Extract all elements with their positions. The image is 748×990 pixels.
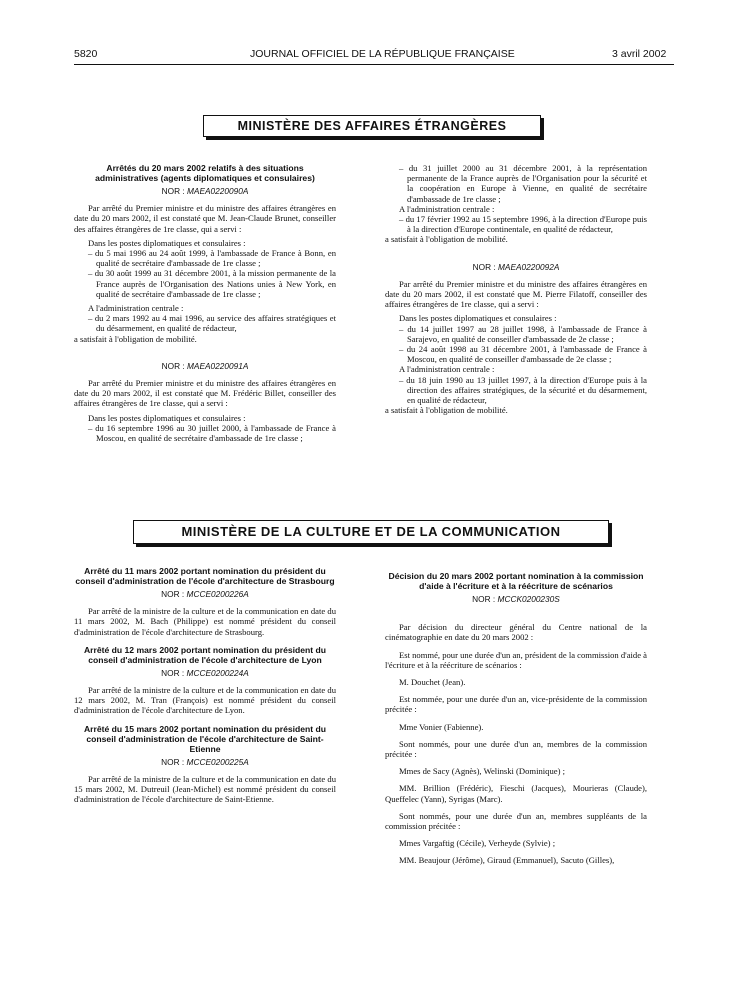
nor-reference: NOR : MAEA0220091A xyxy=(161,360,249,371)
nor-reference: NOR : MAEA0220090A xyxy=(161,186,249,196)
paragraph: Par arrêté du Premier ministre et du ministre des affaires étrangères en date du 20 mars 2002, il est constaté que M. Pierre Filatoff, conseiller des affaires étrangères de 1re classe, qui a servi : xyxy=(385,278,647,310)
paragraph: Mme Vonier (Fabienne). xyxy=(399,721,484,732)
list-item: – du 30 août 1999 au 31 décembre 2001, à la mission permanente de la France auprès de l'Organisation des Nations unies à New York, en qualité de secrétaire d'ambassade de 1re classe ; xyxy=(88,268,336,299)
paragraph: Mmes Vargaftig (Cécile), Verheyde (Sylvie) ; xyxy=(399,838,556,849)
ministry-heading-affaires-etrangeres: MINISTÈRE DES AFFAIRES ÉTRANGÈRES xyxy=(203,115,541,137)
page-number: 5820 xyxy=(74,48,98,60)
nor-reference: NOR : MAEA0220092A xyxy=(472,261,560,272)
section1-right-column xyxy=(385,163,647,419)
paragraph: Sont nommés, pour une durée d'un an, membres suppléants de la commission précitée : xyxy=(385,810,647,832)
list-item: – du 31 juillet 2000 au 31 décembre 2001, à la représentation permanente de la France auprès de l'Organisation pour la sécurité et la coopération en Europe à Vienne, en qualité de secrétaire d'ambassade de 1re classe ; xyxy=(399,163,647,204)
decree-title: Arrêté du 11 mars 2002 portant nomination du président du conseil d'administration de l'école d'architecture de Strasbourg xyxy=(75,566,335,586)
header-rule xyxy=(74,64,674,65)
ministry-heading-culture: MINISTÈRE DE LA CULTURE ET DE LA COMMUNICATION xyxy=(133,520,609,544)
nor-reference: NOR : MCCK0200230S xyxy=(472,594,560,604)
paragraph: MM. Brillion (Frédéric), Fieschi (Jacques), Mourieras (Claude), Queffelec (Yann), Syrigas (Marc). xyxy=(385,783,647,804)
list-item: – du 5 mai 1996 au 24 août 1999, à l'ambassade de France à Bonn, en qualité de secrétaire d'ambassade de 1re classe ; xyxy=(88,248,336,269)
paragraph: Par décision du directeur général du Centre national de la cinématographie en date du 20 mars 2002 : xyxy=(385,622,647,643)
paragraph: Par arrêté de la ministre de la culture et de la communication en date du 15 mars 2002, M. Dutreuil (Jean-Michel) est nommé président du conseil d'administration de l'école d'architecture de Saint-Etienne. xyxy=(74,773,336,805)
paragraph: MM. Beaujour (Jérôme), Giraud (Emmanuel), Sacuto (Gilles), xyxy=(399,855,615,866)
issue-date: 3 avril 2002 xyxy=(612,48,667,60)
list-item: – du 14 juillet 1997 au 28 juillet 1998, à l'ambassade de France à Sarajevo, en qualité de conseiller d'ambassade de 2e classe ; xyxy=(399,323,647,344)
decree-title: Arrêté du 15 mars 2002 portant nomination du président du conseil d'administration de l'école d'architecture de Saint-Etienne xyxy=(83,723,327,754)
paragraph: Par arrêté du Premier ministre et du ministre des affaires étrangères en date du 20 mars 2002, il est constaté que M. Jean-Claude Brunet, conseiller des affaires étrangères de 1re classe, qui a servi : xyxy=(74,203,336,234)
paragraph: M. Douchet (Jean). xyxy=(399,677,466,688)
paragraph: Par arrêté de la ministre de la culture et de la communication en date du 12 mars 2002, M. Tran (François) est nommé président du conseil d'administration de l'école d'architecture de Lyon. xyxy=(74,685,336,716)
nor-reference: NOR : MCCE0200225A xyxy=(161,756,249,767)
paragraph: Est nommé, pour une durée d'un an, président de la commission d'aide à l'écriture et à la réécriture de scénarios : xyxy=(385,649,647,670)
decree-title: Arrêtés du 20 mars 2002 relatifs à des situations administratives (agents diplomatiques et consulaires) xyxy=(95,163,315,183)
decree-title: Arrêté du 12 mars 2002 portant nomination du président du conseil d'administration de l'école d'architecture de Lyon xyxy=(83,644,327,665)
nor-reference: NOR : MCCE0200224A xyxy=(161,667,249,678)
nor-reference: NOR : MCCE0200226A xyxy=(161,589,249,599)
paragraph: a satisfait à l'obligation de mobilité. xyxy=(74,333,197,344)
decision-title: Décision du 20 mars 2002 portant nomination à la commission d'aide à l'écriture et à la réécriture de scénarios xyxy=(388,571,644,591)
section1-left-column xyxy=(74,163,336,443)
section2-left-column xyxy=(74,566,336,808)
list-item: – du 18 juin 1990 au 13 juillet 1997, à la direction d'Europe puis à la direction des affaires stratégiques, de la sécurité et du désarmement, en qualité de rédacteur, xyxy=(399,374,647,406)
paragraph: A l'administration centrale : xyxy=(88,303,184,314)
list-item: – du 2 mars 1992 au 4 mai 1996, au service des affaires stratégiques et du désarmement, en qualité de rédacteur, xyxy=(88,313,336,334)
journal-title: JOURNAL OFFICIEL DE LA RÉPUBLIQUE FRANÇAISE xyxy=(250,48,515,60)
paragraph: Dans les postes diplomatiques et consulaires : xyxy=(88,412,246,423)
paragraph: Dans les postes diplomatiques et consulaires : xyxy=(88,237,246,248)
paragraph: A l'administration centrale : xyxy=(399,364,495,375)
list-item: – du 17 février 1992 au 15 septembre 1996, à la direction d'Europe puis à la direction d'Europe continentale, en qualité de rédacteur, xyxy=(399,214,647,235)
paragraph: Par arrêté de la ministre de la culture et de la communication en date du 11 mars 2002, M. Bach (Philippe) est nommé président du conseil d'administration de l'école d'architecture de Strasbourg. xyxy=(74,606,336,637)
paragraph: a satisfait à l'obligation de mobilité. xyxy=(385,234,508,245)
list-item: – du 16 septembre 1996 au 30 juillet 2000, à l'ambassade de France à Moscou, en qualité de secrétaire d'ambassade de 1re classe ; xyxy=(88,422,336,444)
section2-right-column xyxy=(385,571,647,866)
paragraph: a satisfait à l'obligation de mobilité. xyxy=(385,405,508,416)
list-item: – du 24 août 1998 au 31 décembre 2001, à l'ambassade de France à Moscou, en qualité de conseiller d'ambassade de 2e classe ; xyxy=(399,344,647,365)
paragraph: A l'administration centrale : xyxy=(399,203,495,214)
paragraph: Dans les postes diplomatiques et consulaires : xyxy=(399,313,557,324)
paragraph: Par arrêté du Premier ministre et du ministre des affaires étrangères en date du 20 mars 2002, il est constaté que M. Frédéric Billet, conseiller des affaires étrangères de 1re classe, qui a servi : xyxy=(74,378,336,409)
paragraph: Sont nommés, pour une durée d'un an, membres de la commission précitée : xyxy=(385,738,647,760)
paragraph: Est nommée, pour une durée d'un an, vice-présidente de la commission précitée : xyxy=(385,694,647,715)
paragraph: Mmes de Sacy (Agnès), Welinski (Dominique) ; xyxy=(399,766,565,777)
